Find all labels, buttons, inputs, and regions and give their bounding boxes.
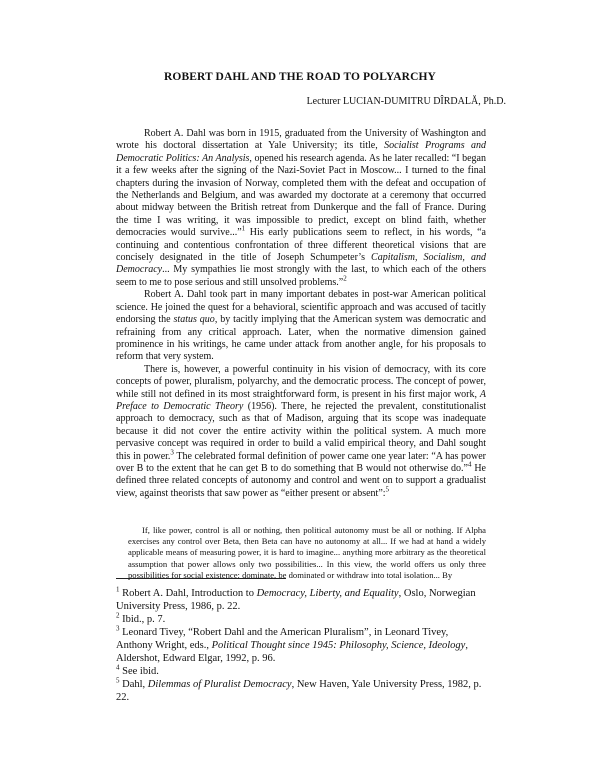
paragraph-3: There is, however, a powerful continuity in his vision of democracy, with its core concepts of power, pluralism, polyarchy, and the democratic process. The concept of power, while still not defined in its most straightforward form, is present in his first major work, A Preface to Democratic Theory (1956). There, he rejected the prevalent, constitutionalist approach to democracy, such as that of Madison, arguing that its scope was inadequate because it did not cover the entire activity within the political system. A much more pervasive concept was required in order to build a valid empirical theory, and Dahl sought this in power.$^3$ The celebrated formal definition of power came one year later: “A has power over B to the extent that he can get B to do something that B would not otherwise do.”$^4$ He defined three related concepts of autonomy and control and went on to support a gradualist view, against theorists that saw power as “either present or absent”:$^5$ <box>116 363 487 499</box>
paper-title: ROBERT DAHL AND THE ROAD TO POLYARCHY <box>164 71 436 83</box>
footnote-3: $^3$ Leonard Tivey, “Robert Dahl and the American Pluralism”, in Leonard Tivey, Anthony Wright, eds., Political Thought since 1945: Philosophy, Science, Ideology, Aldershot, Edward Elgar, 1992, p. 96. <box>116 624 468 664</box>
footnote-ref-5[interactable]: 5 <box>385 485 390 494</box>
footnote-ref-1[interactable]: 1 <box>241 224 246 233</box>
footnote-divider <box>116 578 286 579</box>
body-text <box>116 128 486 500</box>
footnotes <box>116 587 486 704</box>
footnote-5: $^5$ Dahl, Dilemmas of Pluralist Democracy, New Haven, Yale University Press, 1982, p. 22. <box>116 676 482 703</box>
footnote-ref-4[interactable]: 4 <box>467 460 472 469</box>
footnote-ref-2[interactable]: 2 <box>343 274 347 283</box>
footnote-4: $^4$ See ibid. <box>116 663 159 677</box>
paragraph-1: Robert A. Dahl was born in 1915, graduated from the University of Washington and wrote his doctoral dissertation at Yale University; its title, Socialist Programs and Democratic Politics: An Analysis, opened his research agenda. As he later recalled: “I began it a few weeks after the signing of the Nazi-Soviet Pact in Moscow... I turned to the final chapters during the invasion of Norway, completed them with the defeat and occupation of the Netherlands and Belgium, and was awarded my doctorate at a ceremony that occurred about midway between the British retreat from Dunkerque and the fall of France. During the time I was writing, it was impossible to predict, except on blind faith, whether democracies would survive...”$^1$ His early publications seem to reflect, in his words, “a continuing and contentious confrontation of three different theoretical visions that are concisely designated in the title of Joseph Schumpeter’s Capitalism, Socialism, and Democracy... My sympathies lie most strongly with the last, to which each of the others seem to me to pose serious and still unsolved problems.”$^2$ <box>116 128 487 288</box>
footnote-ref-3[interactable]: 3 <box>170 448 174 457</box>
paragraph-2: Robert A. Dahl took part in many important debates in post-war American political science. He joined the quest for a behavioral, scientific approach and was accused of tacitly endorsing the status quo, by tacitly implying that the American system was democratic and refraining from any critical approach. Later, when the normative dimension gained prominence in his writings, he came under attack from another angle, for his proposals to reform that very system. <box>116 289 487 363</box>
author-line: Lecturer LUCIAN-DUMITRU DÎRDALĂ, Ph.D. <box>306 96 506 107</box>
footnote-2: $^2$ Ibid., p. 7. <box>116 611 166 625</box>
block-quote: If, like power, control is all or nothing, then political autonomy must be all or nothing. If Alpha exercises any control over Beta, then Beta can have no autonomy at all... If we had at hand a widely applicable means of measuring power, it is hard to imagine... anything more arbitrary as the theoretical assumption that power allows only two possibilities... In this view, the world offers us only three possibilities for social existence: dominate, be dominated or withdraw into total isolation... By <box>128 525 486 580</box>
footnote-1: $^1$ Robert A. Dahl, Introduction to Democracy, Liberty, and Equality, Oslo, Norwegian University Press, 1986, p. 22. <box>116 585 476 612</box>
